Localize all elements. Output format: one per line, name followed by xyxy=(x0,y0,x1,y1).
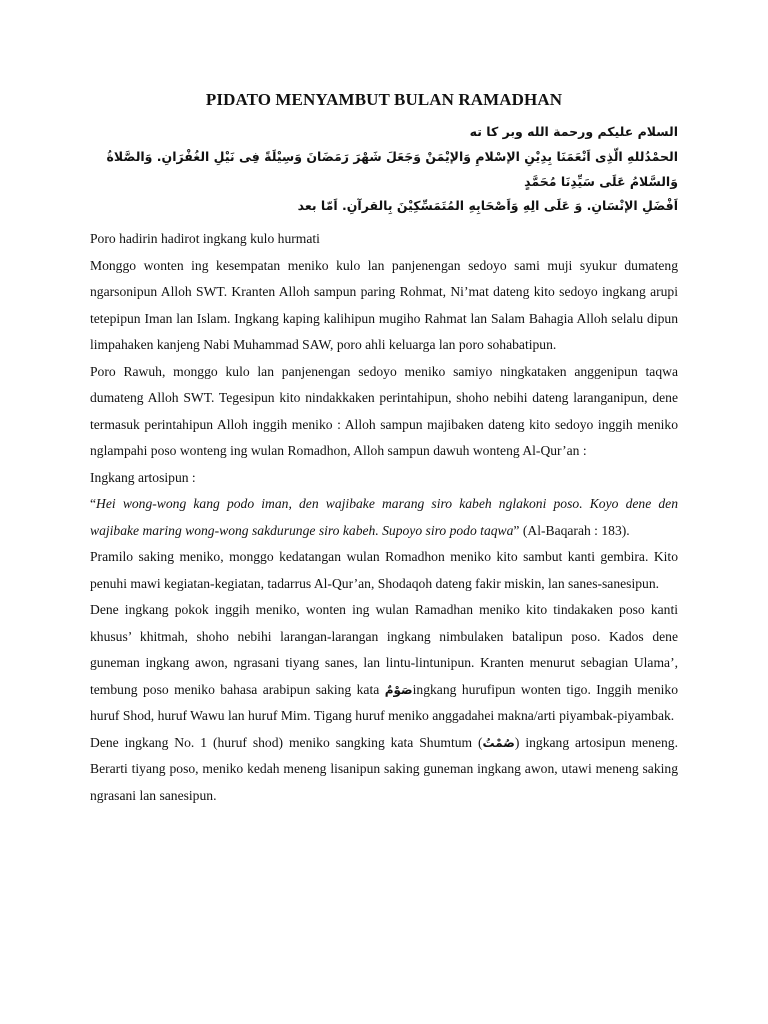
quote-open-mark: “ xyxy=(90,496,97,511)
quote-reference: (Al-Baqarah : 183). xyxy=(519,522,630,538)
arabic-salam: السلام عليكم ورحمة الله وبر كا ته xyxy=(469,124,678,139)
arabic-word-shumtu: صُمْتُ xyxy=(482,735,515,750)
paragraph-4-text-b: ingkang hurufipun wonten tigo. Inggih meniko huruf Shod, huruf Wawu lan huruf Mim. Tigang huruf meniko anggadahei makna/arti piyambak-piyambak. xyxy=(90,681,678,723)
page-title: PIDATO MENYAMBUT BULAN RAMADHAN xyxy=(205,90,563,109)
paragraph-4 xyxy=(90,597,678,730)
greeting-line: Poro hadirin hadirot ingkang kulo hurmati xyxy=(90,231,320,246)
paragraph-5-text-a: Dene ingkang No. 1 (huruf shod) meniko sangking kata Shumtum ( xyxy=(90,734,483,750)
quote-text: Hei wong-wong kang podo iman, den wajibake marang siro kabeh nglakoni poso. Koyo dene den wajibake maring wong-wong sakdurunge siro kabeh. Supoyo siro podo taqwa xyxy=(90,496,678,538)
artosipun-line: Ingkang artosipun : xyxy=(90,469,196,485)
paragraph-3: Pramilo saking meniko, monggo kedatangan wulan Romadhon meniko kito sambut kanti gembira. Kito penuhi mawi kegiatan-kegiatan, tadarrus Al-Qur’an, Shodaqoh dateng fakir miskin, lan sanes-sanesipun. xyxy=(90,549,678,591)
arabic-hamdalah: الحمْدُللهِ الّذِى اَنْعَمَنَا بِدِيْنِ الإسْلامِ وَالإيْمَنْ وَجَعَلَ شَهْرَ رَمَضَانَ وَسِيْلَةً فِى نَيْلِ الغُفْرَانِ. وَالصَّلاةُ وَالسَّلامُ عَلَى سَيِّدِنَا مُحَمَّدٍ xyxy=(106,149,678,189)
paragraph-5 xyxy=(90,730,678,810)
paragraph-5-text-b: ) ingkang artosipun meneng. Berarti tiyang poso, meniko kedah meneng lisanipun saking guneman ingkang awon, utawi meneng saking ngrasani lan sanesipun. xyxy=(90,734,678,803)
paragraph-4-text-a: Dene ingkang pokok inggih meniko, wonten ing wulan Ramadhan meniko kito tindakaken poso kanti khusus’ khitmah, shoho nebihi larangan-larangan ingkang nimbulaken batalipun poso. Kados dene guneman ingkang awon, ngrasani tiyang sanes, lan lintu-lintunipun. Kranten menurut sebagian Ulama’, tembung poso meniko bahasa arabipun saking kata xyxy=(90,602,678,697)
paragraph-1: Monggo wonten ing kesempatan meniko kulo lan panjenengan sedoyo sami muji syukur dumateng ngarsonipun Alloh SWT. Kranten Alloh sampun paring Rohmat, Ni’mat dateng kito sedoyo ingkang arupi tetepipun Iman lan Islam. Ingkang kaping kalihipun mugiho Rahmat lan Salam Bahagia Alloh selalu dipun limpahaken kanjeng Nabi Muhammad SAW, poro ahli keluarga lan poro sohabatipun. xyxy=(90,257,678,352)
document-page xyxy=(90,88,678,809)
paragraph-2: Poro Rawuh, monggo kulo lan panjenengan sedoyo meniko samiyo ningkataken anggenipun taqwa dumateng Alloh SWT. Tegesipun kito nindakkaken perintahipun, shoho nebihi dateng laranganipun, dene termasuk perintahipun Alloh inggih meniko : Alloh sampun majibaken dateng kito sedoyo inggih meniko nglampahi poso wonteng ing wulan Romadhon, Alloh sampun dawuh wonteng Al-Qur’an : xyxy=(90,363,678,458)
arabic-word-shaum: صَوْمٌ xyxy=(384,682,413,697)
quran-translation xyxy=(90,491,678,544)
quote-close-mark: ” xyxy=(513,522,520,538)
arabic-amma-badu: اَفْضَلِ الإنْسَانِ. وَ عَلَى الِهِ وَاَصْحَابِهِ المُتَمَسِّكِيْنَ بِالقرآنِ. اَمّا بعد xyxy=(297,198,678,213)
